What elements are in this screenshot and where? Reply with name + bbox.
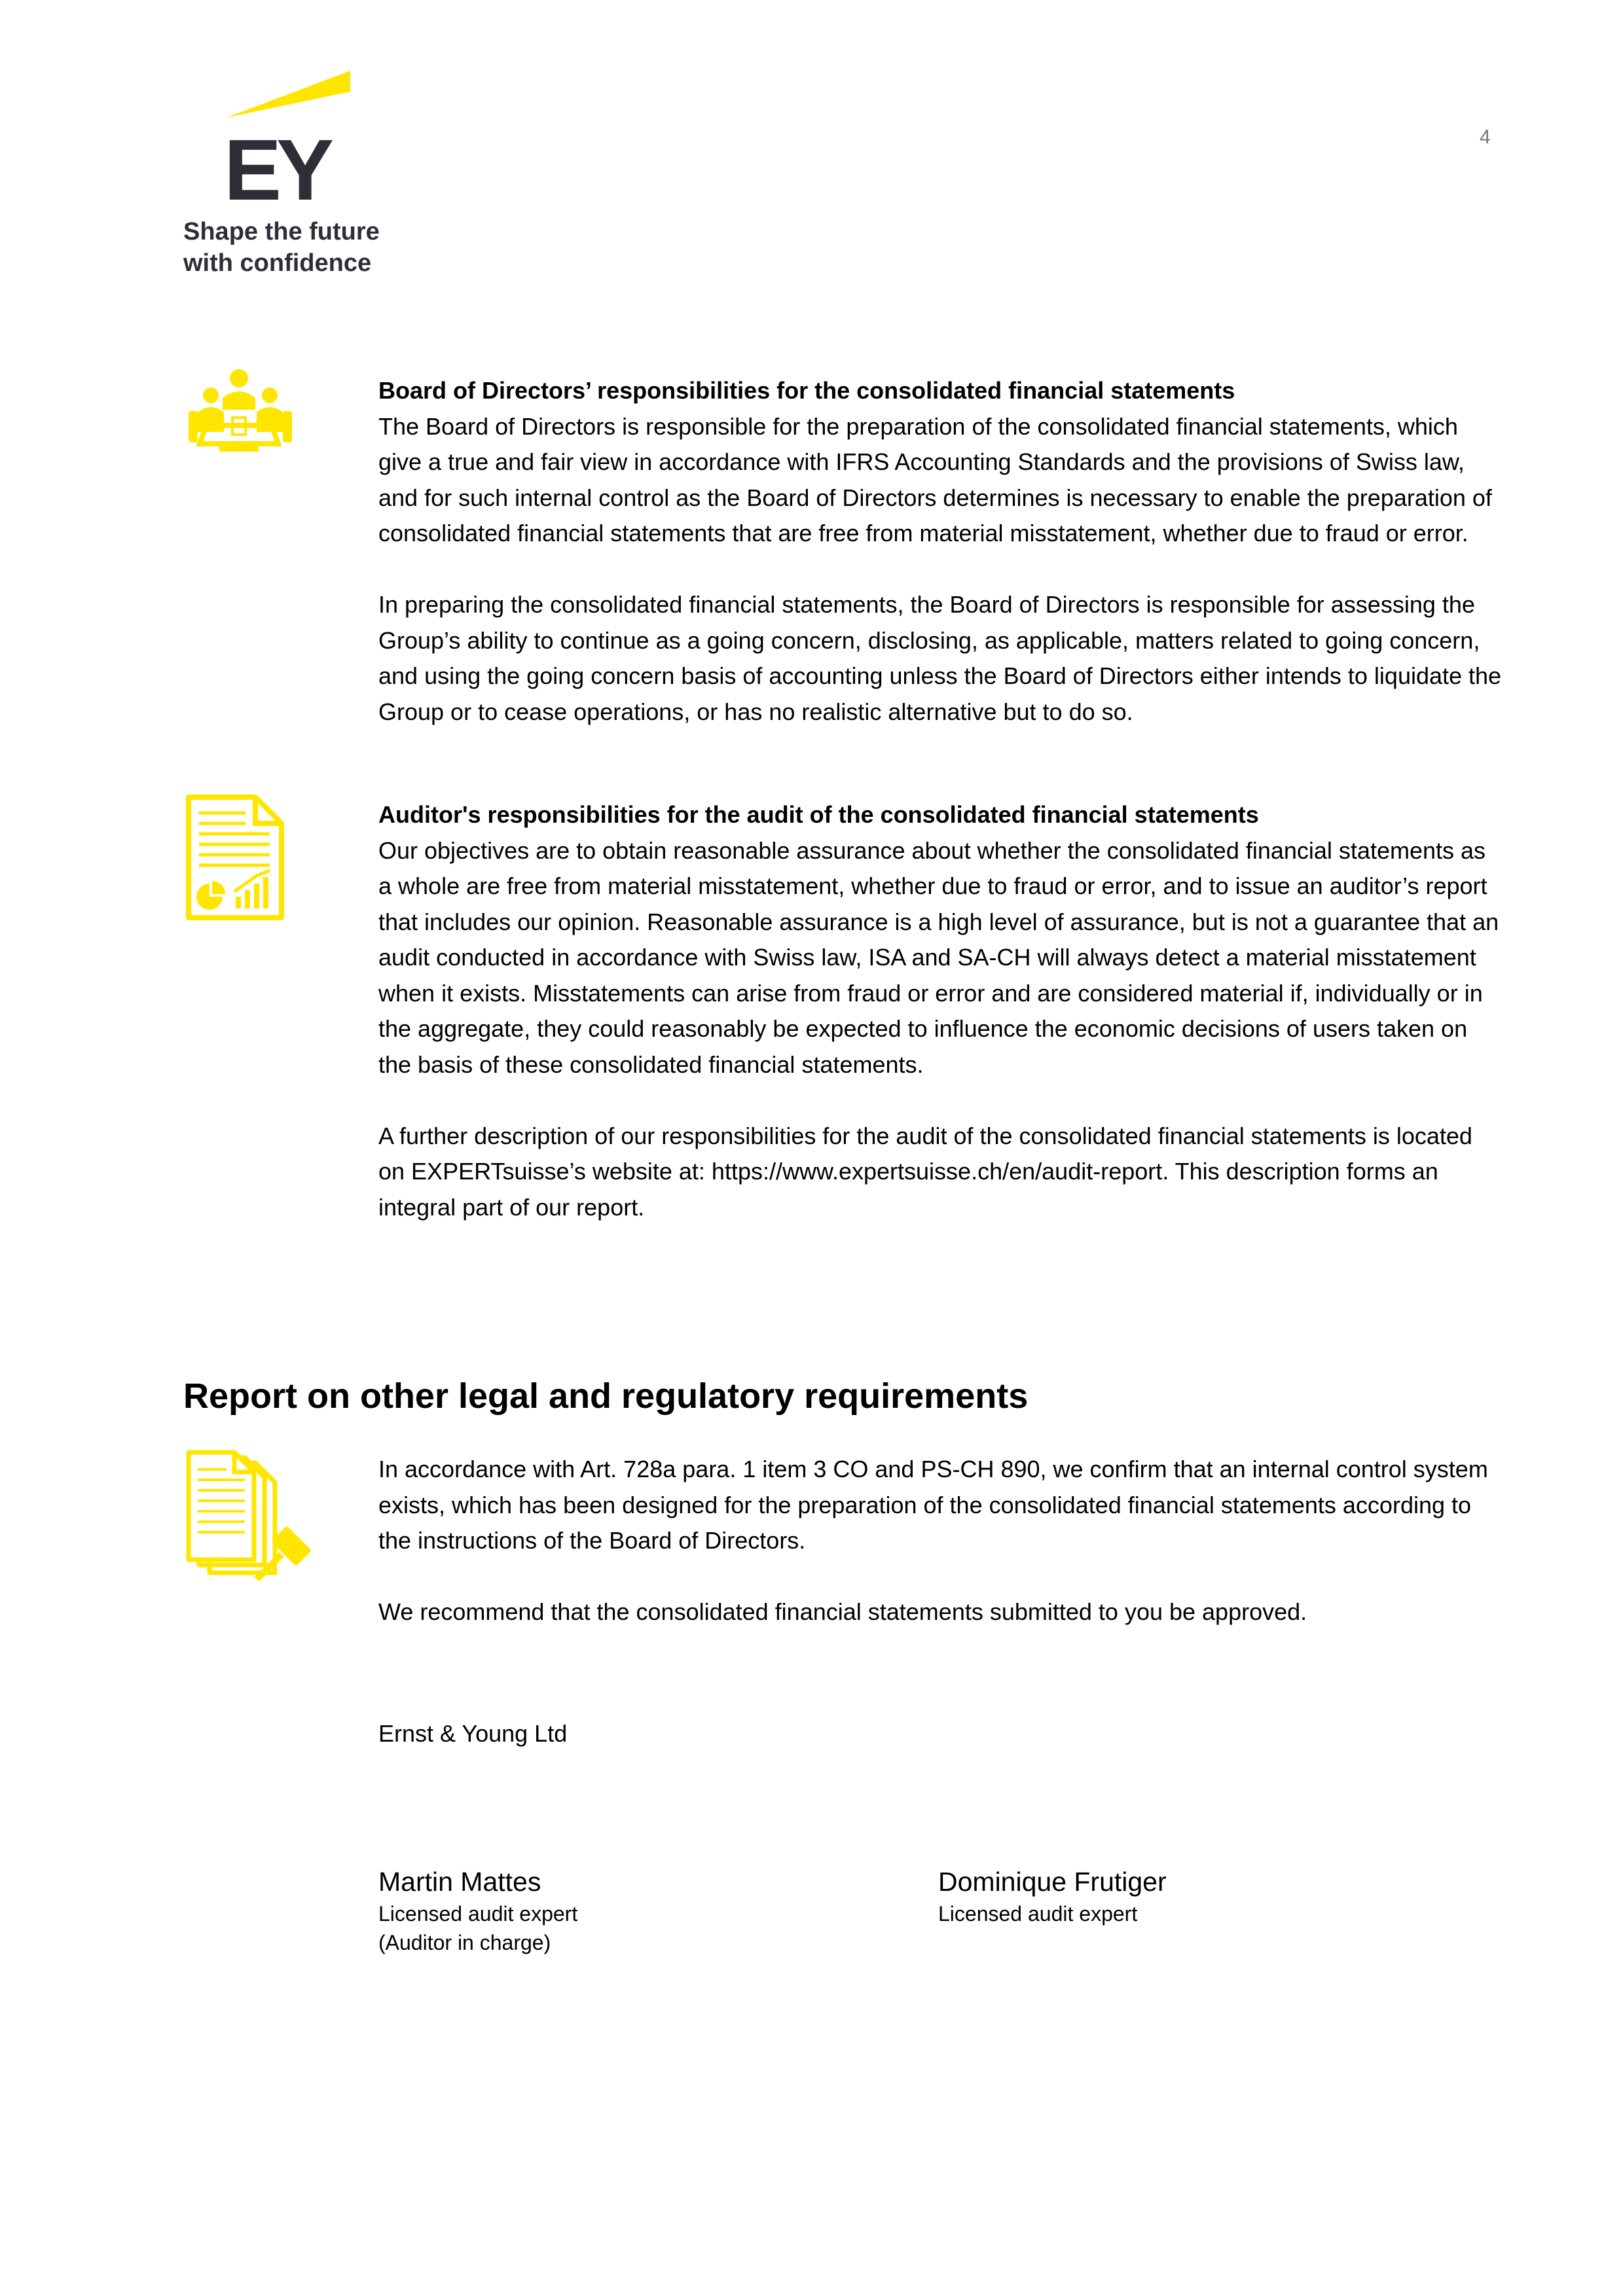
audit-firm-name: Ernst & Young Ltd [378, 1720, 568, 1747]
signature-right [938, 1864, 1167, 1928]
auditor-paragraph-1: Our objectives are to obtain reasonable assurance about whether the consolidated financial statements as a whole are free from material misstatement, whether due to fraud or error, and to issue an auditor’s report that includes our opinion. Reasonable assurance is a high level of assurance, but is not a guarantee that an audit conducted in accordance with Swiss law, ISA and SA-CH will always detect a material misstatement when it exists. Misstatements can arise from fraud or error and are considered material if, individually or in the aggregate, they could reasonably be expected to influence the economic decisions of users taken on the basis of these consolidated financial statements. [378, 836, 1499, 1078]
board-responsibilities-section [378, 373, 1504, 730]
board-heading: Board of Directors’ responsibilities for the consolidated financial statements [378, 377, 1235, 404]
auditor-paragraph-2: A further description of our responsibilities for the audit of the consolidated financial statements is located on EXPERTsuisse’s website at: https://www.expertsuisse.ch/en/audit-report. This description forms an integral part of our report. [378, 1122, 1472, 1221]
ey-logo-mark [183, 65, 393, 216]
legal-requirements-section [378, 1452, 1504, 1630]
legal-documents-gavel-icon [183, 1450, 321, 1584]
auditor-heading: Auditor's responsibilities for the audit of the consolidated financial statements [378, 801, 1259, 828]
board-paragraph-1: The Board of Directors is responsible for the preparation of the consolidated financial statements, which give a true and fair view in accordance with IFRS Accounting Standards and the provisions of Swiss law, and for such internal control as the Board of Directors determines is necessary to enable the preparation of consolidated financial statements that are free from material misstatement, whether due to fraud or error. [378, 412, 1492, 547]
tagline-line-2: with confidence [183, 249, 372, 277]
legal-section-title: Report on other legal and regulatory requirements [183, 1376, 1029, 1416]
auditor-responsibilities-section [378, 797, 1504, 1225]
signature-left [378, 1864, 577, 1957]
tagline-line-1: Shape the future [183, 218, 380, 245]
page-number: 4 [1480, 126, 1491, 148]
signatory-name: Martin Mattes [378, 1867, 541, 1897]
legal-paragraph-2: We recommend that the consolidated financial statements submitted to you be approved. [378, 1598, 1307, 1625]
signatory-role: Licensed audit expert [378, 1902, 578, 1926]
signatory-note: (Auditor in charge) [378, 1931, 551, 1954]
brand-tagline [183, 216, 380, 279]
signatory-name: Dominique Frutiger [938, 1867, 1167, 1897]
board-meeting-icon [183, 367, 301, 461]
board-paragraph-2: In preparing the consolidated financial statements, the Board of Directors is responsible for assessing the Group’s ability to continue as a going concern, disclosing, as applicable, matters related to going concern, and using the going concern basis of accounting unless the Board of Directors either intends to liquidate the Group or to cease operations, or has no realistic alternative but to do so. [378, 591, 1502, 725]
signatory-role: Licensed audit expert [938, 1902, 1138, 1926]
legal-paragraph-1: In accordance with Art. 728a para. 1 item 3 CO and PS-CH 890, we confirm that an internal control system exists, which has been designed for the preparation of the consolidated financial statements according to the instructions of the Board of Directors. [378, 1456, 1488, 1554]
ey-logo-letters: EY [224, 122, 329, 216]
financial-report-icon [183, 792, 288, 926]
